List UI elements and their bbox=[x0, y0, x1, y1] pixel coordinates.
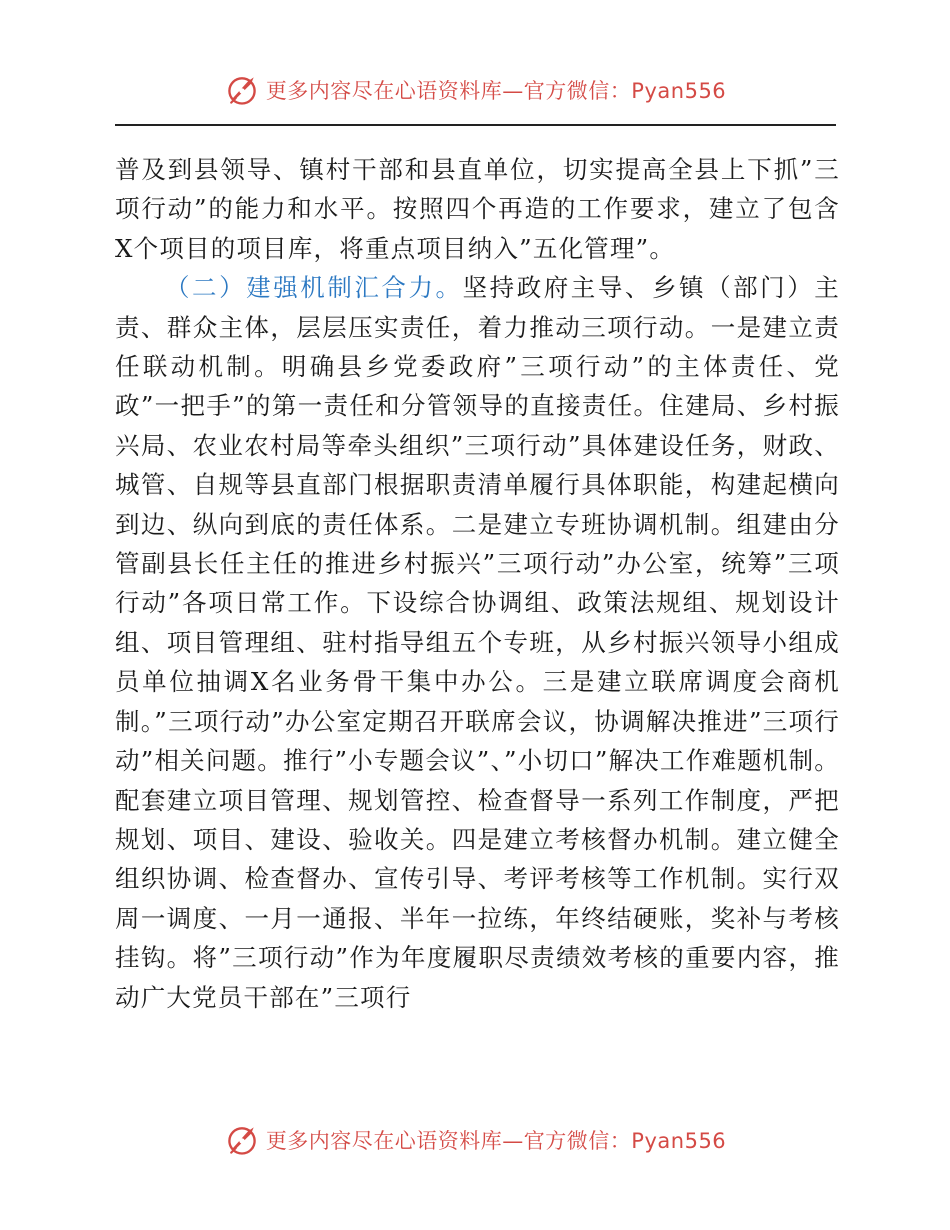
quill-pen-logo-icon bbox=[224, 1122, 260, 1158]
quill-pen-logo-icon bbox=[224, 72, 260, 108]
footer-banner bbox=[0, 1118, 950, 1162]
paragraph-1: 普及到县领导、镇村干部和县直单位，切实提高全县上下抓”三项行动”的能力和水平。按照四个再造的工作要求，建立了包含X个项目的项目库，将重点项目纳入”五化管理”。 bbox=[115, 155, 840, 263]
section-heading: （二）建强机制汇合力。 bbox=[165, 273, 463, 303]
paragraph-2-text: 坚持政府主导、乡镇（部门）主责、群众主体，层层压实责任，着力推动三项行动。一是建立责任联动机制。明确县乡党委政府”三项行动”的主体责任、党政”一把手”的第一责任和分管领导的直接责任。住建局、乡村振兴局、农业农村局等牵头组织”三项行动”具体建设任务，财政、城管、自规等县直部门根据职责清单履行具体职能，构建起横向到边、纵向到底的责任体系。二是建立专班协调机制。组建由分管副县长任主任的推进乡村振兴”三项行动”办公室，统筹”三项行动”各项日常工作。下设综合协调组、政策法规组、规划设计组、项目管理组、驻村指导组五个专班，从乡村振兴领导小组成员单位抽调X名业务骨干集中办公。三是建立联席调度会商机制。”三项行动”办公室定期召开联席会议，协调解决推进”三项行动”相关问题。推行”小专题会议”、”小切口”解决工作难题机制。配套建立项目管理、规划管控、检查督导一系列工作制度，严把规划、项目、建设、验收关。四是建立考核督办机制。建立健全组织协调、检查督办、宣传引导、考评考核等工作机制。实行双周一调度、一月一通报、半年一拉练，年终结硬账，奖补与考核挂钩。将”三项行动”作为年度履职尽责绩效考核的重要内容，推动广大党员干部在”三项行 bbox=[115, 273, 840, 1012]
header-banner-text: 更多内容尽在心语资料库—官方微信：Pyan556 bbox=[265, 79, 727, 103]
footer-banner-text: 更多内容尽在心语资料库—官方微信：Pyan556 bbox=[265, 1129, 727, 1153]
header-divider bbox=[115, 124, 836, 126]
paragraph-2 bbox=[115, 268, 840, 1017]
document-body bbox=[115, 150, 840, 1017]
header-banner bbox=[0, 68, 950, 112]
